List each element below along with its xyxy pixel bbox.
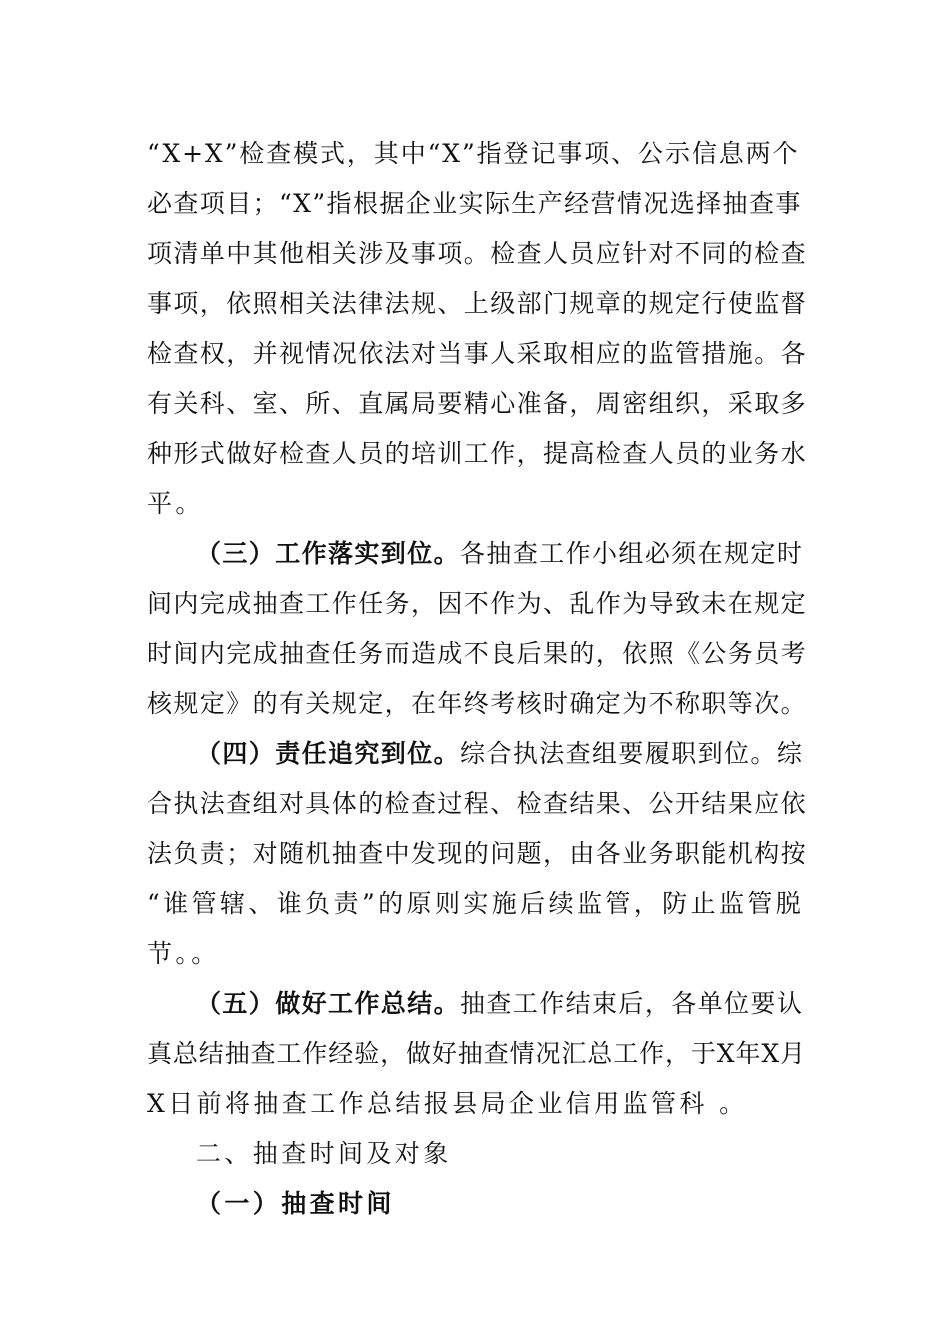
subsection-heading: （一）抽查时间 bbox=[196, 1189, 395, 1218]
paragraph-line: 平。 bbox=[147, 489, 204, 518]
paragraph-heading: （五）做好工作总结。 bbox=[196, 989, 461, 1018]
paragraph-first-line bbox=[196, 737, 803, 771]
paragraph-line: 节。。 bbox=[147, 939, 220, 968]
paragraph-line: 核规定》的有关规定，在年终考核时确定为不称职等次。 bbox=[147, 689, 808, 718]
paragraph-line: 时间内完成抽查任务而造成不良后果的，依照《公务员考 bbox=[147, 639, 808, 668]
paragraph-line: 间内完成抽查工作任务，因不作为、乱作为导致未在规定 bbox=[147, 589, 808, 618]
paragraph-line: 真总结抽查工作经验，做好抽查情况汇总工作，于X年X月 bbox=[147, 1039, 806, 1068]
paragraph-text: 各抽查工作小组必须在规定时 bbox=[460, 539, 804, 568]
paragraph-line: 必查项目；“X”指根据企业实际生产经营情况选择抽查事 bbox=[147, 189, 802, 218]
paragraph-line: “X+X”检查模式，其中“X”指登记事项、公示信息两个 bbox=[147, 139, 800, 168]
paragraph-heading: （三）工作落实到位。 bbox=[196, 539, 461, 568]
paragraph-text: 综合执法查组要履职到位。综 bbox=[460, 739, 804, 768]
paragraph-line: X日前将抽查工作总结报县局企业信用监管科 。 bbox=[147, 1089, 748, 1118]
section-heading: 二、抽查时间及对象 bbox=[196, 1139, 452, 1168]
paragraph-heading: （四）责任追究到位。 bbox=[196, 739, 461, 768]
paragraph-line: 法负责；对随机抽查中发现的问题，由各业务职能机构按 bbox=[147, 839, 808, 868]
paragraph-line: 合执法查组对具体的检查过程、检查结果、公开结果应依 bbox=[147, 789, 808, 818]
paragraph-line: 有关科、室、所、直属局要精心准备，周密组织，采取多 bbox=[147, 389, 808, 418]
paragraph-first-line bbox=[196, 987, 803, 1021]
paragraph-line: 检查权，并视情况依法对当事人采取相应的监管措施。各 bbox=[147, 339, 808, 368]
paragraph-line: 种形式做好检查人员的培训工作，提高检查人员的业务水 bbox=[147, 439, 808, 468]
paragraph-first-line bbox=[196, 537, 803, 571]
paragraph-line: 项清单中其他相关涉及事项。检查人员应针对不同的检查 bbox=[147, 239, 808, 268]
paragraph-line: 事项，依照相关法律法规、上级部门规章的规定行使监督 bbox=[147, 289, 808, 318]
paragraph-text: 抽查工作结束后，各单位要认 bbox=[460, 989, 804, 1018]
paragraph-line: “谁管辖、谁负责”的原则实施后续监管，防止监管脱 bbox=[147, 889, 805, 918]
